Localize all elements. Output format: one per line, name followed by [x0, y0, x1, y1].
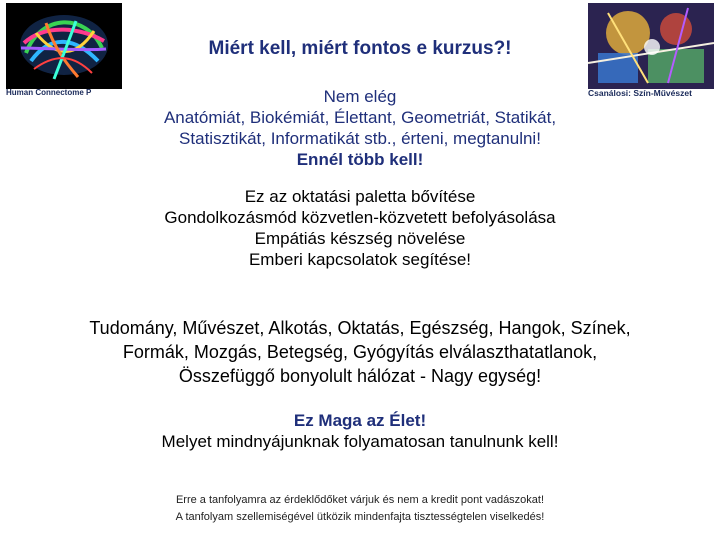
unity-line-1: Tudomány, Művészet, Alkotás, Oktatás, Egészség, Hangok, Színek, [89, 318, 631, 338]
left-image-caption: Human Connectome P [6, 88, 92, 97]
life-block [40, 410, 680, 452]
right-image-caption: Csanálosi: Szín-Művészet [588, 88, 692, 98]
intro-block [40, 86, 680, 170]
painting-image [588, 3, 714, 89]
intro-line-1: Anatómiát, Biokémiát, Élettant, Geometriát, Statikát, [163, 108, 557, 127]
goals-block [40, 186, 680, 270]
unity-line-3: Összefüggő bonyolult hálózat - Nagy egység! [178, 366, 542, 386]
page-title: Miért kell, miért fontos e kurzus?! [208, 38, 512, 59]
life-heading: Ez Maga az Élet! [293, 411, 427, 430]
goals-line-3: Empátiás készség növelése [254, 229, 466, 248]
footnote [40, 492, 680, 526]
intro-heading: Nem elég [323, 87, 397, 106]
unity-line-2: Formák, Mozgás, Betegség, Gyógyítás elválaszthatatlanok, [122, 342, 598, 362]
footnote-line-1: Erre a tanfolyamra az érdeklődőket várjuk és nem a kredit pont vadászokat! [175, 494, 545, 506]
footnote-line-2: A tanfolyam szellemiségével ütközik mindenfajta tisztességtelen viselkedés! [175, 511, 545, 523]
goals-line-4: Emberi kapcsolatok segítése! [248, 250, 472, 269]
life-line-1: Melyet mindnyájunknak folyamatosan tanulnunk kell! [161, 432, 559, 451]
intro-line-2: Statisztikát, Informatikát stb., érteni, megtanulni! [179, 129, 541, 148]
brain-connectome-image [6, 3, 122, 89]
goals-line-2: Gondolkozásmód közvetlen-közvetett befolyásolása [164, 208, 556, 227]
intro-emphasis: Ennél több kell! [296, 150, 424, 169]
goals-line-1: Ez az oktatási paletta bővítése [244, 187, 476, 206]
unity-block [20, 316, 700, 388]
